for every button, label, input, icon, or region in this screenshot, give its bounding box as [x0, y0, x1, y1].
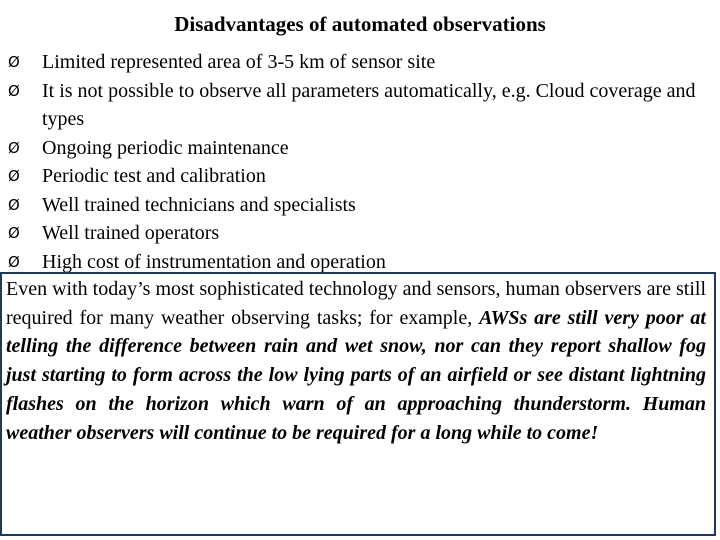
paragraph-intro: Even with today’s most sophisticated technology and sensors, human observers are still required for many weather observing tasks; for example,	[6, 278, 706, 329]
list-item	[8, 191, 714, 220]
summary-paragraph	[6, 275, 706, 447]
list-item	[8, 77, 714, 134]
list-item-text: Well trained technicians and specialists	[42, 193, 356, 216]
arrow-bullet-icon: Ø	[8, 252, 20, 271]
slide-title: Disadvantages of automated observations	[174, 12, 546, 36]
arrow-bullet-icon: Ø	[8, 167, 20, 185]
list-item	[8, 48, 714, 77]
arrow-bullet-icon: Ø	[8, 195, 20, 214]
arrow-bullet-icon: Ø	[8, 81, 20, 100]
list-item-text: Well trained operators	[42, 222, 220, 244]
arrow-bullet-icon: Ø	[8, 138, 20, 157]
list-item-text: Ongoing periodic maintenance	[42, 136, 289, 159]
disadvantages-list	[8, 48, 714, 276]
list-item-text: Limited represented area of 3-5 km of sensor site	[42, 51, 436, 73]
list-item-text: High cost of instrumentation and operation	[42, 250, 386, 273]
list-item	[8, 134, 714, 163]
list-item-text: Periodic test and calibration	[42, 165, 266, 187]
list-item	[8, 219, 714, 248]
paragraph-emphasis: AWSs are still very poor at telling the difference between rain and wet snow, nor can they report shallow fog just starting to form across the low lying parts of an airfield or see distant lightning flashes on the horizon which warn of an approaching thunderstorm. Human weather observers will continue to be required for a long while to come!	[6, 306, 706, 444]
arrow-bullet-icon: Ø	[8, 53, 20, 71]
arrow-bullet-icon: Ø	[8, 224, 20, 242]
list-item	[8, 162, 714, 191]
list-item-text: It is not possible to observe all parameters automatically, e.g. Cloud coverage and types	[42, 79, 696, 130]
